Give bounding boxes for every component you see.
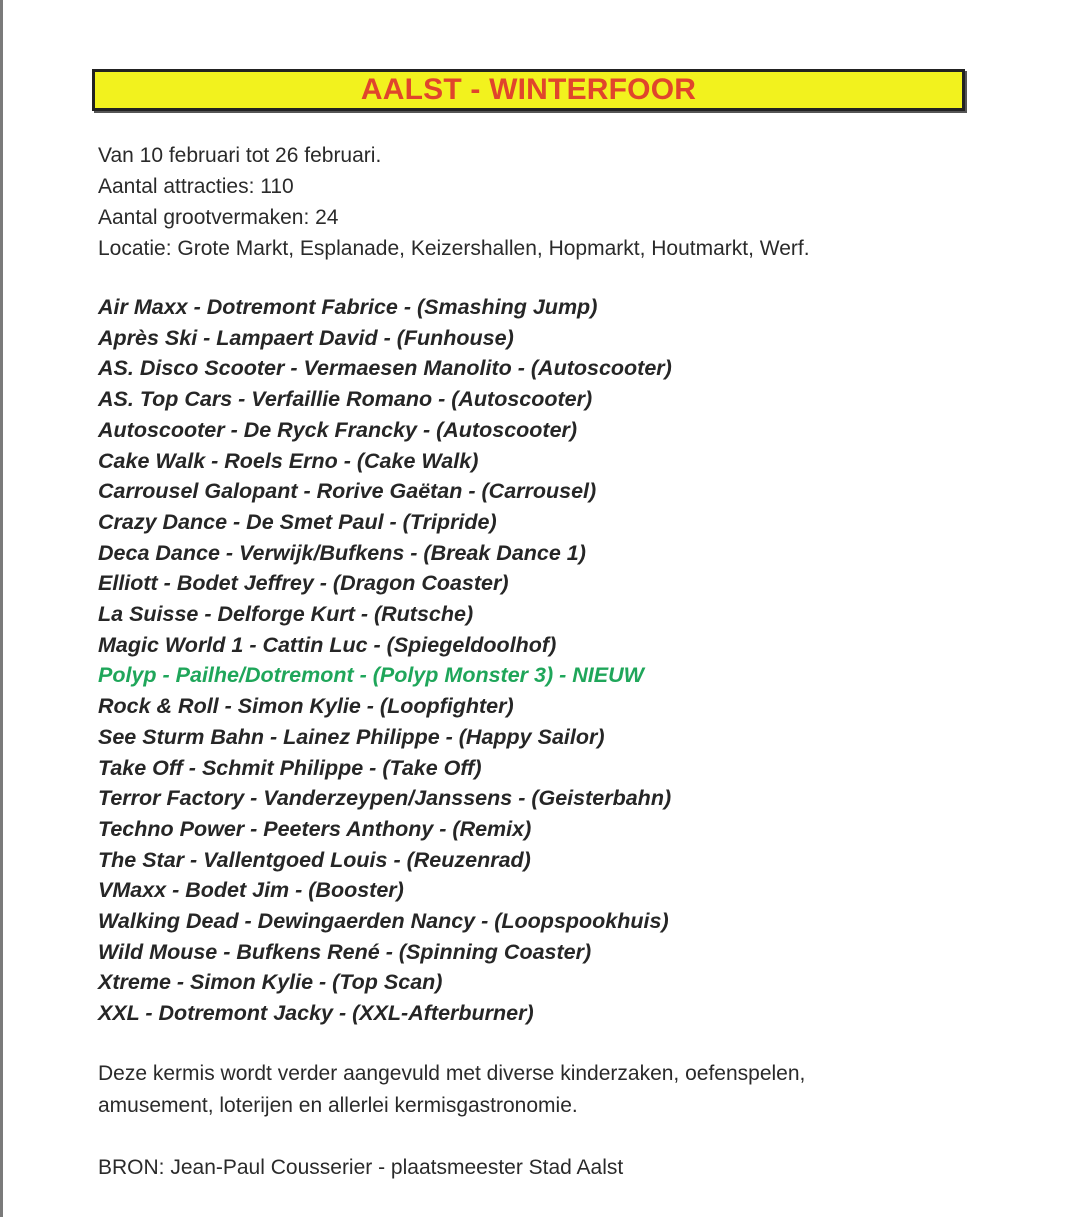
title-banner — [92, 69, 965, 111]
event-info — [98, 140, 810, 264]
info-dates: Van 10 februari tot 26 februari. — [98, 144, 382, 167]
page-title: AALST - WINTERFOOR — [360, 73, 697, 106]
ride-item: La Suisse - Delforge Kurt - (Rutsche) — [98, 602, 474, 627]
ride-item: Take Off - Schmit Philippe - (Take Off) — [98, 755, 482, 780]
ride-item: Walking Dead - Dewingaerden Nancy - (Loopspookhuis) — [98, 909, 669, 934]
ride-item: Après Ski - Lampaert David - (Funhouse) — [98, 325, 514, 350]
rides-list — [98, 292, 672, 1029]
ride-item: AS. Disco Scooter - Vermaesen Manolito - (Autoscooter) — [98, 356, 672, 381]
ride-item: Deca Dance - Verwijk/Bufkens - (Break Dance 1) — [98, 540, 586, 565]
source-credit: BRON: Jean-Paul Cousserier - plaatsmeester Stad Aalst — [98, 1156, 624, 1179]
ride-item: See Sturm Bahn - Lainez Philippe - (Happy Sailor) — [98, 724, 605, 749]
ride-item: Autoscooter - De Ryck Francky - (Autoscooter) — [98, 417, 578, 442]
info-location: Locatie: Grote Markt, Esplanade, Keizershallen, Hopmarkt, Houtmarkt, Werf. — [98, 237, 810, 260]
ride-item: Air Maxx - Dotremont Fabrice - (Smashing Jump) — [98, 295, 598, 319]
note-line: amusement, loterijen en allerlei kermisgastronomie. — [98, 1094, 578, 1117]
ride-item: Xtreme - Simon Kylie - (Top Scan) — [98, 970, 443, 995]
ride-item-new: Polyp - Pailhe/Dotremont - (Polyp Monster 3) - NIEUW — [98, 663, 644, 688]
ride-item: Rock & Roll - Simon Kylie - (Loopfighter) — [98, 694, 514, 719]
note-line: Deze kermis wordt verder aangevuld met diverse kinderzaken, oefenspelen, — [98, 1062, 806, 1085]
ride-item: Cake Walk - Roels Erno - (Cake Walk) — [98, 448, 479, 473]
ride-item: VMaxx - Bodet Jim - (Booster) — [98, 878, 404, 903]
ride-item: Terror Factory - Vanderzeypen/Janssens - (Geisterbahn) — [98, 786, 672, 811]
ride-item: Magic World 1 - Cattin Luc - (Spiegeldoolhof) — [98, 632, 557, 657]
additional-note — [98, 1058, 805, 1122]
ride-item: Crazy Dance - De Smet Paul - (Tripride) — [98, 509, 497, 534]
info-major-rides-count: Aantal grootvermaken: 24 — [98, 206, 339, 229]
ride-item: Wild Mouse - Bufkens René - (Spinning Coaster) — [98, 939, 592, 964]
info-attractions-count: Aantal attracties: 110 — [98, 175, 294, 198]
ride-item: Carrousel Galopant - Rorive Gaëtan - (Carrousel) — [98, 479, 597, 504]
ride-item: XXL - Dotremont Jacky - (XXL-Afterburner) — [98, 1001, 534, 1026]
page-edge — [0, 0, 3, 1217]
ride-item: AS. Top Cars - Verfaillie Romano - (Autoscooter) — [98, 387, 593, 412]
ride-item: The Star - Vallentgoed Louis - (Reuzenrad) — [98, 847, 531, 872]
ride-item: Elliott - Bodet Jeffrey - (Dragon Coaster) — [98, 571, 509, 596]
ride-item: Techno Power - Peeters Anthony - (Remix) — [98, 816, 532, 841]
